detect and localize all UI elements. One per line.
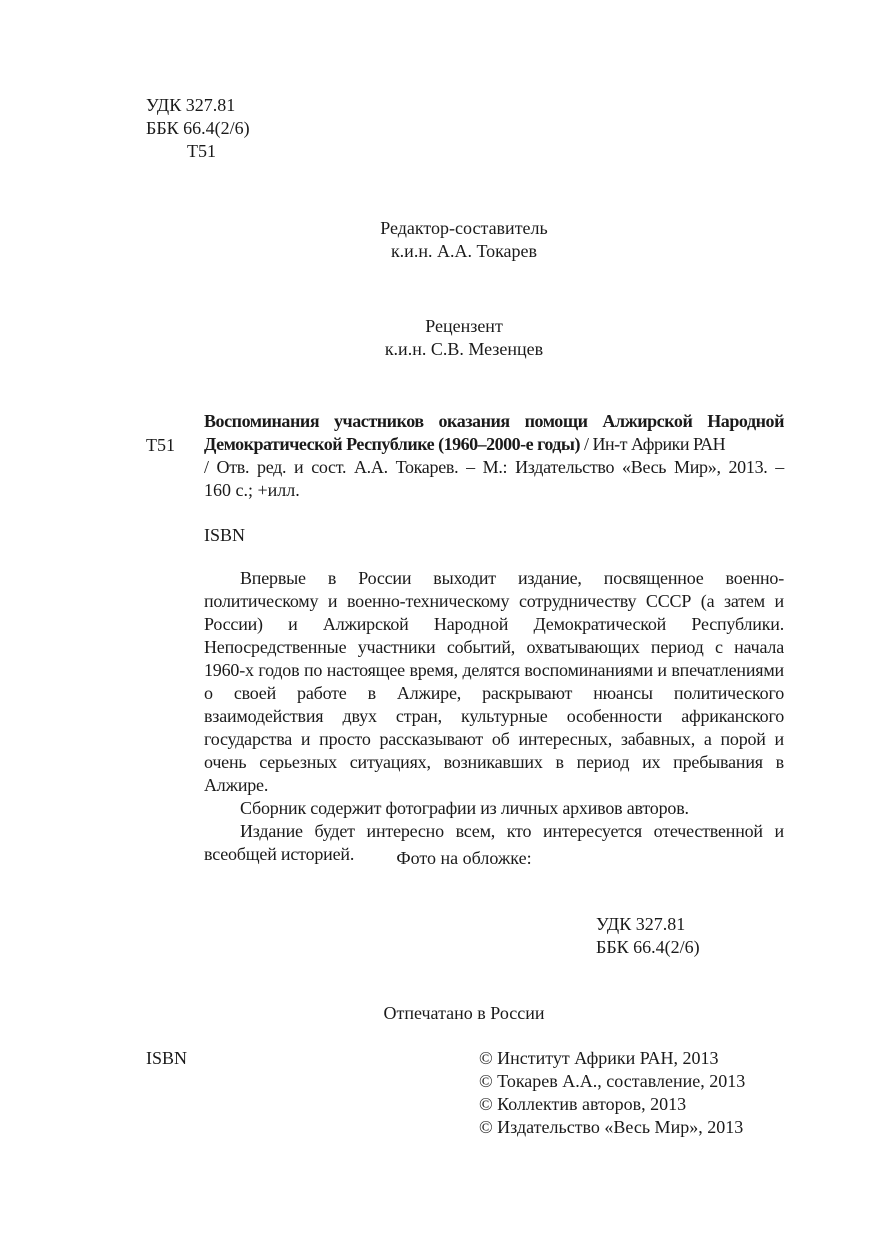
udk-code-bottom: УДК 327.81 <box>596 914 686 934</box>
book-title-line1: Воспоминания участников оказания помощи Алжирской Народной <box>204 411 784 431</box>
abstract-paragraph: Впервые в России выходит издание, посвященное военно-политическому и военно-техническому сотрудничеству СССР (а затем и России) и Алжирской Народной Демократической Республики. Непосредственные участники событий, охватывающих период с начала 1960-х годов по настоящее время, делятся воспоминаниями и впечатлениями о своей работе в Алжире, раскрывают нюансы политического взаимодействия двух стран, культурные особенности африканского государства и просто рассказывают об интересных, забавных, а порой и очень серьезных ситуациях, возникавших в период их пребывания в Алжире. <box>204 568 784 795</box>
copyright-line: © Коллектив авторов, 2013 <box>479 1094 687 1114</box>
copyright-line: © Токарев А.А., составление, 2013 <box>479 1071 746 1091</box>
bibliographic-sign: Т51 <box>146 435 175 455</box>
printed-in: Отпечатано в России <box>383 1003 545 1023</box>
copyright-block <box>479 1047 745 1139</box>
abstract-paragraph: Сборник содержит фотографии из личных архивов авторов. <box>240 798 689 818</box>
copyright-line: © Институт Африки РАН, 2013 <box>479 1048 719 1068</box>
book-title-bold: Демократической Республике (1960–2000-е годы) <box>204 434 580 454</box>
bbk-code: ББК 66.4(2/6) <box>146 118 250 138</box>
isbn-bottom: ISBN <box>146 1048 188 1068</box>
editor-name: к.и.н. А.А. Токарев <box>390 241 538 261</box>
abstract-paragraph: Издание будет интересно всем, кто интересуется отечественной и всеобщей историей. <box>204 821 784 864</box>
book-title-line2 <box>204 433 784 456</box>
cover-photo-label: Фото на обложке: <box>396 848 532 868</box>
responsibility-line: / Отв. ред. и сост. А.А. Токарев. – М.: Издательство «Весь Мир», 2013. – <box>204 457 784 477</box>
institute-name: / Ин-т Африки РАН <box>579 434 726 454</box>
pages-line: 160 с.; +илл. <box>204 480 300 500</box>
bibliographic-description <box>204 410 784 502</box>
udk-code: УДК 327.81 <box>146 95 236 115</box>
abstract <box>204 567 784 866</box>
reviewer-role: Рецензент <box>425 316 503 336</box>
editor-role: Редактор-составитель <box>380 218 548 238</box>
classification-bottom <box>596 913 700 959</box>
classification-block <box>146 94 250 163</box>
isbn-top: ISBN <box>204 525 246 545</box>
bbk-code-bottom: ББК 66.4(2/6) <box>596 937 700 957</box>
copyright-line: © Издательство «Весь Мир», 2013 <box>479 1117 744 1137</box>
author-sign: Т51 <box>187 141 216 161</box>
reviewer-name: к.и.н. С.В. Мезенцев <box>384 339 544 359</box>
reviewer-block <box>146 315 782 361</box>
editor-block <box>146 217 782 263</box>
